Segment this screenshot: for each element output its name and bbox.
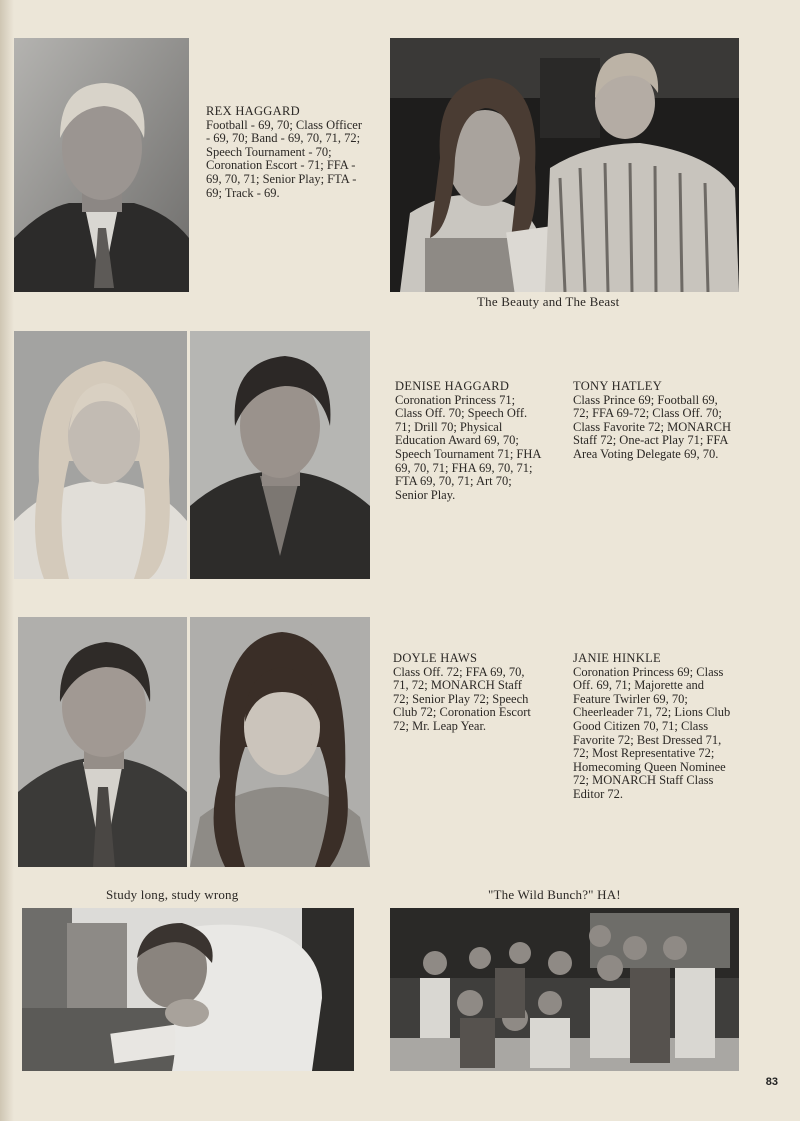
candid-photo-wild-bunch: [390, 908, 739, 1071]
caption-beauty-beast: The Beauty and The Beast: [477, 294, 620, 309]
student-activities: Class Off. 72; FFA 69, 70, 71, 72; MONARCH Staff 72; Senior Play 72; Speech Club 72; Coronation Escort 72; Mr. Leap Year.: [393, 664, 531, 733]
candid-photo-beauty-beast: [390, 38, 739, 292]
student-name: DOYLE HAWS: [393, 651, 478, 665]
portrait-denise-haggard: [14, 331, 187, 579]
student-name: REX HAGGARD: [206, 104, 300, 118]
candid-photo-study: [22, 908, 354, 1071]
portrait-doyle-haws: [18, 617, 187, 867]
student-name: DENISE HAGGARD: [395, 379, 510, 393]
caption-wild-bunch: "The Wild Bunch?" HA!: [488, 887, 621, 902]
page-binding-shadow: [0, 0, 14, 1121]
student-activities: Class Prince 69; Football 69, 72; FFA 69-72; Class Off. 70; Class Favorite 72; MONARCH Staff 72; One-act Play 71; FFA Area Voting Delegate 69, 70.: [573, 392, 731, 461]
page-number: 83: [765, 1076, 778, 1088]
student-activities: Coronation Princess 69; Class Off. 69, 71; Majorette and Feature Twirler 69, 70; Cheerleader 71, 72; Lions Club Good Citizen 70, 71; Class Favorite 72; Best Dressed 71, 72; Most Representative 72; Homecoming Queen Nominee 72; MONARCH Staff Class Editor 72.: [573, 664, 731, 801]
bio-doyle-haws: [393, 652, 541, 734]
bio-tony-hatley: [573, 380, 733, 462]
caption-study-long: Study long, study wrong: [106, 887, 239, 902]
student-activities: Coronation Princess 71; Class Off. 70; Speech Off. 71; Drill 70; Physical Education Award 69, 70; Speech Tournament 71; FHA 69, 70, 71; FHA 69, 70, 71; FTA 69, 70, 71; Art 70; Senior Play.: [395, 392, 541, 502]
student-name: JANIE HINKLE: [573, 651, 661, 665]
student-name: TONY HATLEY: [573, 379, 663, 393]
bio-denise-haggard: [395, 380, 545, 502]
bio-janie-hinkle: [573, 652, 735, 802]
bio-rex-haggard: [206, 105, 364, 200]
student-activities: Football - 69, 70; Class Officer - 69, 70; Band - 69, 70, 71, 72; Speech Tournament - 70; Coronation Escort - 71; FFA - 69, 70, 71; Senior Play; FTA - 69; Track - 69.: [206, 117, 362, 200]
portrait-tony-hatley: [190, 331, 370, 579]
portrait-rex-haggard: [14, 38, 189, 292]
portrait-janie-hinkle: [190, 617, 370, 867]
